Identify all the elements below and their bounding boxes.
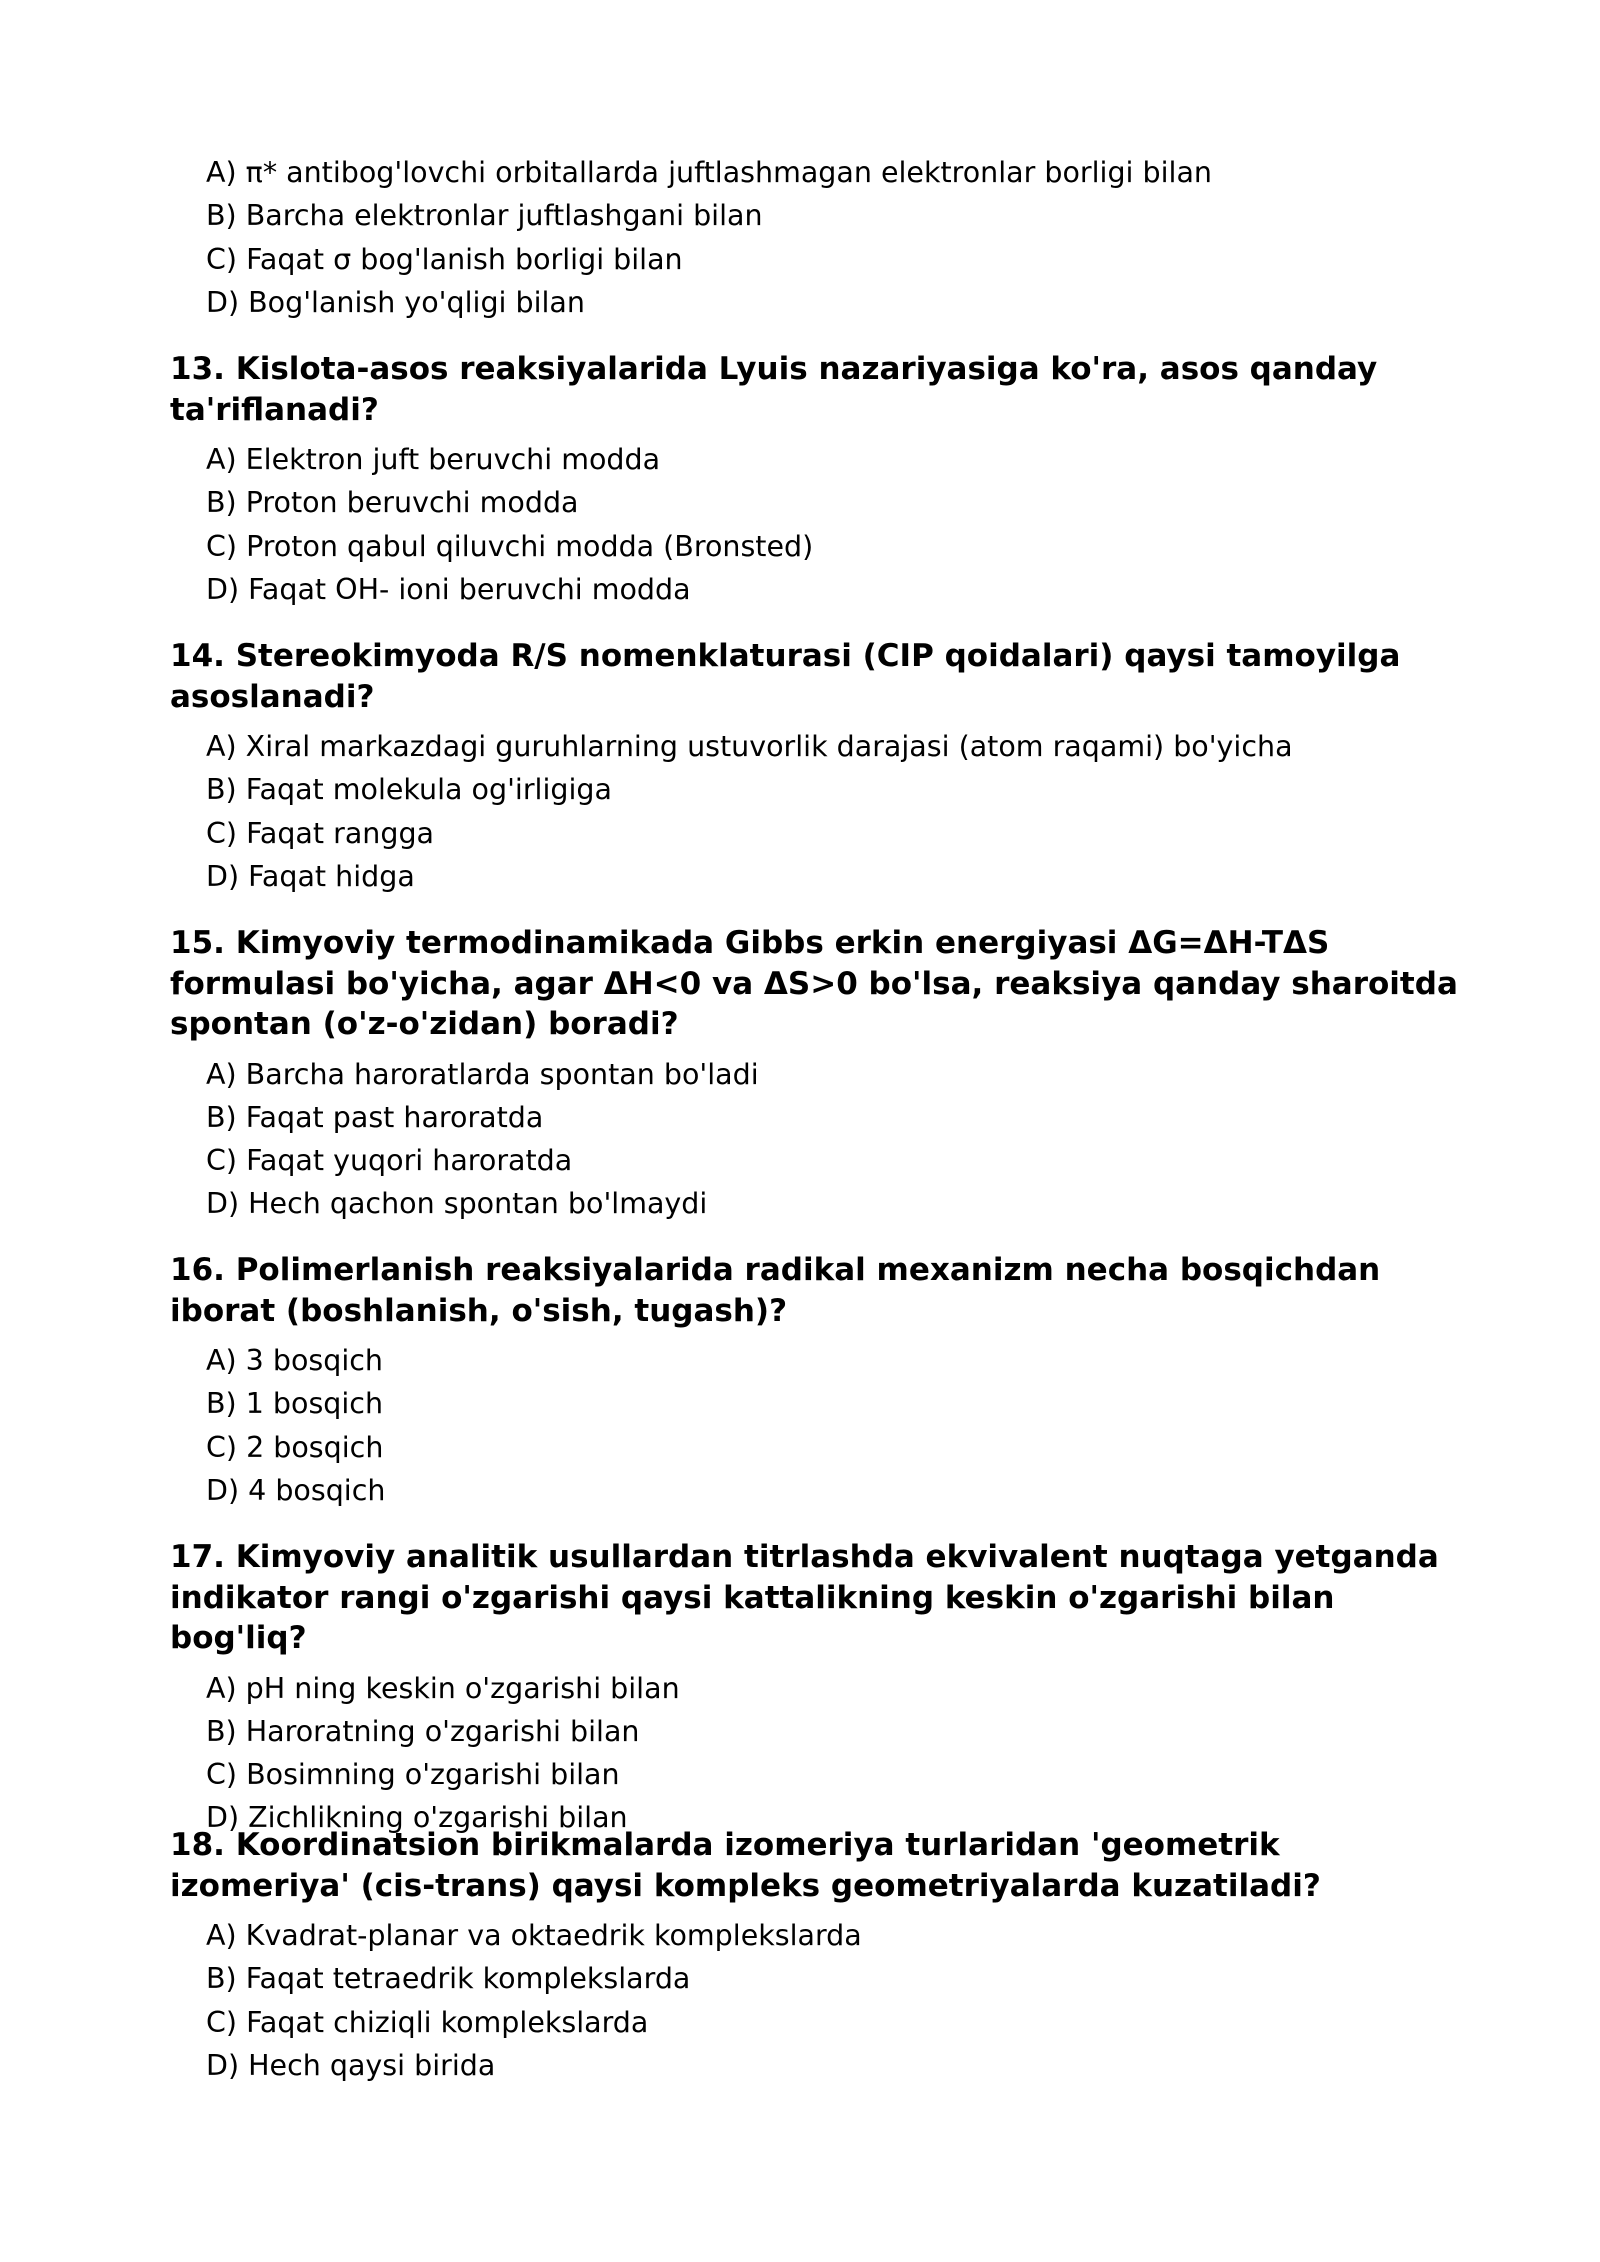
option-a: A) pH ning keskin o'zgarishi bilan [206,1671,680,1705]
option-a: A) π* antibog'lovchi orbitallarda juftlashmagan elektronlar borligi bilan [206,156,1212,189]
question-text: 16. Polimerlanish reaksiyalarida radikal mexanizm necha bosqichdan iborat (boshlanish, o'sish, tugash)? [170,1252,1381,1329]
option-d: D) Hech qaysi birida [206,2048,496,2082]
option-d: D) Faqat hidga [206,859,415,893]
option-d: D) Hech qachon spontan bo'lmaydi [206,1187,708,1221]
option-c: C) Faqat rangga [206,816,434,850]
question-text: 14. Stereokimyoda R/S nomenklaturasi (CIP qoidalari) qaysi tamoyilga asoslanadi? [170,638,1401,715]
option-b: B) Faqat molekula og'irligiga [206,773,612,807]
option-d: D) Faqat OH- ioni beruvchi modda [206,572,691,606]
question-18 [0,1825,1470,2087]
option-a: A) 3 bosqich [206,1344,383,1377]
option-d: D) Zichlikning o'zgarishi bilan [206,1801,628,1835]
option-b: B) Faqat past haroratda [206,1100,544,1134]
option-c: C) Proton qabul qiluvchi modda (Bronsted) [206,529,814,563]
answer-options [0,1339,1470,1512]
option-a: A) Elektron juft beruvchi modda [206,443,661,476]
question-text: 17. Kimyoviy analitik usullardan titrlashda ekvivalent nuqtaga yetganda indikator rangi o'zgarishi qaysi kattalikning keskin o'zgarishi bilan bog'liq? [170,1539,1439,1656]
question-text: 15. Kimyoviy termodinamikada Gibbs erkin energiyasi ΔG=ΔH-TΔS formulasi bo'yicha, agar ΔH<0 va ΔS>0 bo'lsa, reaksiya qanday sharoitda spontan (o'z-o'zidan) boradi? [170,925,1458,1042]
previous-question-options [0,151,1212,324]
option-c: C) Faqat yuqori haroratda [206,1144,573,1178]
answer-options [0,1667,1470,1840]
question-15 [0,923,1470,1226]
question-13 [0,349,1470,611]
option-a: A) Kvadrat-planar va oktaedrik komplekslarda [206,1919,862,1952]
option-b: B) Faqat tetraedrik komplekslarda [206,1962,691,1996]
answer-options [0,1053,1470,1226]
option-c: C) 2 bosqich [206,1430,384,1464]
question-14 [0,636,1470,898]
answer-options [0,725,1470,898]
option-c: C) Bosimning o'zgarishi bilan [206,1758,620,1792]
answer-options [0,1914,1470,2087]
option-b: B) Haroratning o'zgarishi bilan [206,1714,640,1748]
answer-options [0,438,1470,611]
question-16 [0,1250,1470,1512]
option-b: B) Proton beruvchi modda [206,486,579,520]
question-text: 18. Koordinatsion birikmalarda izomeriya turlaridan 'geometrik izomeriya' (cis-trans) qaysi kompleks geometriyalarda kuzatiladi? [170,1827,1321,1904]
option-b: B) Barcha elektronlar juftlashgani bilan [206,199,763,233]
question-17 [0,1537,1470,1840]
option-a: A) Xiral markazdagi guruhlarning ustuvorlik darajasi (atom raqami) bo'yicha [206,730,1293,763]
option-c: C) Faqat σ bog'lanish borligi bilan [206,242,683,276]
option-a: A) Barcha haroratlarda spontan bo'ladi [206,1057,759,1091]
question-text: 13. Kislota-asos reaksiyalarida Lyuis nazariyasiga ko'ra, asos qanday ta'riflanadi? [170,351,1378,428]
option-c: C) Faqat chiziqli komplekslarda [206,2005,649,2039]
option-b: B) 1 bosqich [206,1387,384,1421]
option-d: D) 4 bosqich [206,1473,386,1507]
option-d: D) Bog'lanish yo'qligi bilan [206,285,585,319]
